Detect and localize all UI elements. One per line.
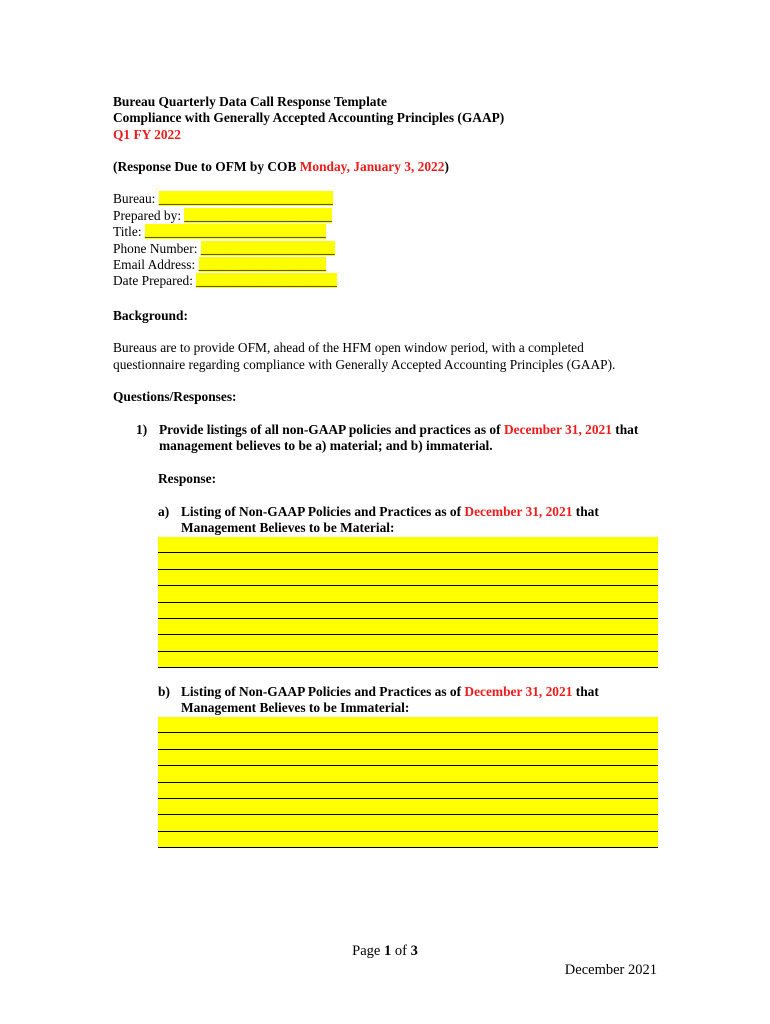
due-suffix: )	[444, 159, 449, 174]
field-input[interactable]: _____________________	[196, 273, 337, 288]
sub-question-text-line2: Management Believes to be Immaterial:	[181, 700, 410, 716]
background-text-line1: Bureaus are to provide OFM, ahead of the HFM open window period, with a completed	[113, 340, 584, 355]
field-bureau	[113, 191, 333, 207]
doc-title-line1: Bureau Quarterly Data Call Response Template	[113, 94, 387, 109]
material-response-area[interactable]	[158, 537, 658, 668]
background-text-line2: questionnaire regarding compliance with Generally Accepted Accounting Principles (GAAP).	[113, 357, 616, 372]
response-line[interactable]	[158, 815, 658, 831]
sub-question-text-line2: Management Believes to be Material:	[181, 520, 395, 536]
field-label: Title:	[113, 224, 145, 239]
question-text-part: that	[611, 422, 639, 437]
background-heading: Background:	[113, 308, 188, 323]
response-line[interactable]	[158, 783, 658, 799]
response-line[interactable]	[158, 717, 658, 733]
question-text-line2: management believes to be a) material; and b) immaterial.	[159, 438, 493, 454]
sub-question-letter: b)	[158, 684, 170, 699]
page-mid: of	[391, 943, 411, 959]
response-line[interactable]	[158, 733, 658, 749]
sub-question-text	[181, 504, 599, 537]
field-input[interactable]: ___________________________	[144, 224, 326, 239]
question-number: 1)	[136, 422, 148, 437]
field-label: Email Address:	[113, 257, 199, 272]
response-line[interactable]	[158, 766, 658, 782]
sub-question-text-part: that	[572, 504, 599, 519]
response-line[interactable]	[158, 586, 658, 602]
field-input[interactable]: ___________________	[198, 257, 326, 272]
field-label: Date Prepared:	[113, 273, 197, 288]
response-line[interactable]	[158, 553, 658, 569]
question-date: December 31, 2021	[503, 422, 612, 437]
field-email-address	[113, 257, 326, 273]
immaterial-response-area[interactable]	[158, 717, 658, 848]
response-line[interactable]	[158, 570, 658, 586]
sub-question-text-part: Listing of Non-GAAP Policies and Practices as of	[181, 684, 465, 699]
footer-date: December 2021	[564, 962, 657, 978]
page-prefix: Page	[352, 943, 384, 959]
page-current: 1	[383, 943, 392, 959]
response-label: Response:	[158, 471, 217, 486]
question-text-part: Provide listings of all non-GAAP policies and practices as of	[159, 422, 504, 437]
field-title	[113, 224, 326, 240]
sub-question-date: December 31, 2021	[464, 504, 573, 519]
field-prepared-by	[113, 208, 332, 224]
field-phone-number	[113, 241, 335, 257]
field-label: Phone Number:	[113, 241, 201, 256]
response-line[interactable]	[158, 832, 658, 848]
sub-question-date: December 31, 2021	[464, 684, 573, 699]
response-due-line	[113, 159, 449, 175]
field-input[interactable]: ______________________	[184, 208, 332, 223]
sub-question-text-part: that	[572, 684, 599, 699]
doc-title-line2: Compliance with Generally Accepted Accounting Principles (GAAP)	[113, 110, 505, 125]
sub-question-text	[181, 684, 599, 717]
response-line[interactable]	[158, 799, 658, 815]
field-label: Prepared by:	[113, 208, 185, 223]
questions-heading: Questions/Responses:	[113, 389, 237, 404]
response-line[interactable]	[158, 750, 658, 766]
sub-question-letter: a)	[158, 504, 170, 519]
response-line[interactable]	[158, 652, 658, 668]
field-date-prepared	[113, 273, 337, 289]
page-number	[0, 943, 770, 959]
field-input[interactable]: __________________________	[158, 191, 333, 206]
field-label: Bureau:	[113, 191, 159, 206]
sub-question-text-part: Listing of Non-GAAP Policies and Practices as of	[181, 504, 465, 519]
page-total: 3	[410, 943, 418, 959]
field-input[interactable]: ____________________	[200, 241, 335, 256]
response-line[interactable]	[158, 635, 658, 651]
response-line[interactable]	[158, 537, 658, 553]
due-date: Monday, January 3, 2022	[299, 159, 445, 174]
doc-fiscal-quarter: Q1 FY 2022	[113, 127, 181, 142]
response-line[interactable]	[158, 619, 658, 635]
question-text	[159, 422, 669, 455]
due-prefix: (Response Due to OFM by COB	[113, 159, 300, 174]
response-line[interactable]	[158, 603, 658, 619]
